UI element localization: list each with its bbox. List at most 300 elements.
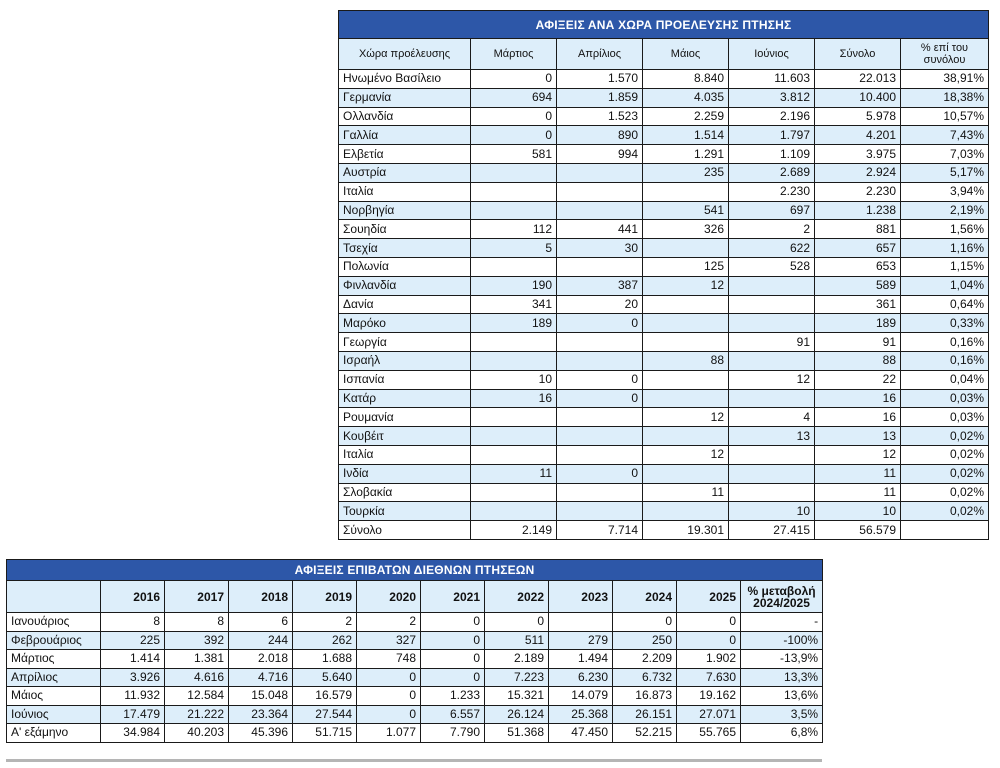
value-cell: 38,91% (901, 70, 989, 89)
value-cell: 225 (101, 631, 165, 650)
value-cell: 45.396 (229, 724, 293, 743)
value-cell: 0,64% (901, 295, 989, 314)
value-cell: 25.368 (549, 705, 613, 724)
value-cell (729, 464, 815, 483)
table2-row (7, 724, 823, 743)
table1-row (339, 314, 989, 333)
col-header-percent: % επί του συνόλου (901, 39, 989, 70)
value-cell: 3,5% (741, 705, 823, 724)
value-cell: 12 (643, 445, 729, 464)
country-name-cell: Κουβέιτ (339, 427, 471, 446)
table1-total-row (339, 521, 989, 540)
value-cell: 5 (471, 239, 557, 258)
value-cell: 0 (421, 613, 485, 632)
value-cell: 16 (471, 389, 557, 408)
total-value-cell: 27.415 (729, 521, 815, 540)
table2-row (7, 705, 823, 724)
value-cell (557, 333, 643, 352)
country-name-cell: Γαλλία (339, 126, 471, 145)
value-cell: 657 (815, 239, 901, 258)
value-cell: 15.048 (229, 687, 293, 706)
table2-row (7, 650, 823, 669)
value-cell (557, 163, 643, 182)
value-cell: 2.230 (815, 182, 901, 201)
value-cell: 250 (613, 631, 677, 650)
value-cell (557, 445, 643, 464)
international-passenger-arrivals-table (6, 559, 823, 743)
value-cell: 0 (557, 464, 643, 483)
country-name-cell: Σουηδία (339, 220, 471, 239)
country-name-cell: Ισραήλ (339, 351, 471, 370)
value-cell: 0,02% (901, 464, 989, 483)
value-cell: 0 (421, 668, 485, 687)
value-cell: 4 (729, 408, 815, 427)
value-cell: 47.450 (549, 724, 613, 743)
bottom-rule (6, 759, 822, 762)
value-cell (557, 201, 643, 220)
table2-row (7, 631, 823, 650)
value-cell (643, 464, 729, 483)
col-header-year: 2022 (485, 581, 549, 613)
value-cell: 1.291 (643, 145, 729, 164)
country-name-cell: Σλοβακία (339, 483, 471, 502)
value-cell: 1,16% (901, 239, 989, 258)
value-cell: 4.716 (229, 668, 293, 687)
value-cell (471, 201, 557, 220)
table1-row (339, 257, 989, 276)
value-cell (549, 613, 613, 632)
country-name-cell: Ινδία (339, 464, 471, 483)
value-cell (471, 445, 557, 464)
value-cell: 12 (729, 370, 815, 389)
table1-title: ΑΦΙΞΕΙΣ ΑΝΑ ΧΩΡΑ ΠΡΟΕΛΕΥΣΗΣ ΠΤΗΣΗΣ (339, 11, 989, 39)
value-cell (643, 239, 729, 258)
table1-row (339, 126, 989, 145)
value-cell: 327 (357, 631, 421, 650)
value-cell (729, 483, 815, 502)
value-cell: 589 (815, 276, 901, 295)
country-name-cell: Ολλανδία (339, 107, 471, 126)
value-cell (557, 427, 643, 446)
table1-row (339, 333, 989, 352)
table1-row (339, 483, 989, 502)
table1-row (339, 445, 989, 464)
value-cell: 11 (815, 464, 901, 483)
table1-row (339, 408, 989, 427)
value-cell (471, 182, 557, 201)
value-cell: 34.984 (101, 724, 165, 743)
col-header-change: % μεταβολή 2024/2025 (741, 581, 823, 613)
table2-row (7, 687, 823, 706)
value-cell: 88 (815, 351, 901, 370)
value-cell (557, 502, 643, 521)
country-name-cell: Ελβετία (339, 145, 471, 164)
value-cell: 51.715 (293, 724, 357, 743)
country-name-cell: Ρουμανία (339, 408, 471, 427)
value-cell: 528 (729, 257, 815, 276)
value-cell (729, 445, 815, 464)
value-cell: 0 (557, 314, 643, 333)
value-cell (471, 427, 557, 446)
value-cell: 112 (471, 220, 557, 239)
value-cell: 1.523 (557, 107, 643, 126)
value-cell: 88 (643, 351, 729, 370)
value-cell: 581 (471, 145, 557, 164)
table2-row (7, 668, 823, 687)
value-cell: 6.230 (549, 668, 613, 687)
value-cell: 11 (643, 483, 729, 502)
value-cell: 2 (729, 220, 815, 239)
value-cell (729, 314, 815, 333)
value-cell: 748 (357, 650, 421, 669)
arrivals-by-country-table (338, 10, 989, 540)
value-cell: 2.209 (613, 650, 677, 669)
value-cell: 0,16% (901, 333, 989, 352)
value-cell: 1.381 (165, 650, 229, 669)
country-name-cell: Αυστρία (339, 163, 471, 182)
value-cell (729, 351, 815, 370)
table1-row (339, 70, 989, 89)
value-cell (643, 427, 729, 446)
value-cell: 0 (557, 370, 643, 389)
value-cell: 20 (557, 295, 643, 314)
value-cell: 13 (729, 427, 815, 446)
value-cell: 2.259 (643, 107, 729, 126)
value-cell: 0 (421, 631, 485, 650)
value-cell: 279 (549, 631, 613, 650)
value-cell: 0 (471, 126, 557, 145)
value-cell (557, 182, 643, 201)
table1-row (339, 182, 989, 201)
value-cell: 441 (557, 220, 643, 239)
country-name-cell: Πολωνία (339, 257, 471, 276)
value-cell (643, 314, 729, 333)
table1-row (339, 220, 989, 239)
value-cell: 1.077 (357, 724, 421, 743)
table1-row (339, 145, 989, 164)
value-cell: - (741, 613, 823, 632)
country-name-cell: Ιταλία (339, 182, 471, 201)
value-cell: 1.238 (815, 201, 901, 220)
value-cell: 91 (815, 333, 901, 352)
value-cell: 21.222 (165, 705, 229, 724)
value-cell: 2.018 (229, 650, 293, 669)
col-header-month (7, 581, 101, 613)
value-cell (471, 163, 557, 182)
value-cell: 1.902 (677, 650, 741, 669)
value-cell: 622 (729, 239, 815, 258)
country-name-cell: Τουρκία (339, 502, 471, 521)
month-name-cell: Ιούνιος (7, 705, 101, 724)
value-cell: 2 (293, 613, 357, 632)
value-cell (729, 295, 815, 314)
value-cell: 12 (643, 408, 729, 427)
value-cell: 6,8% (741, 724, 823, 743)
value-cell: 244 (229, 631, 293, 650)
value-cell: 27.544 (293, 705, 357, 724)
value-cell: 11.932 (101, 687, 165, 706)
value-cell: 392 (165, 631, 229, 650)
value-cell: -100% (741, 631, 823, 650)
col-header-year: 2025 (677, 581, 741, 613)
value-cell: 4.201 (815, 126, 901, 145)
value-cell: 26.124 (485, 705, 549, 724)
value-cell: 326 (643, 220, 729, 239)
table2-title: ΑΦΙΞΕΙΣ ΕΠΙΒΑΤΩΝ ΔΙΕΘΝΩΝ ΠΤΗΣΕΩΝ (7, 560, 823, 581)
value-cell: 7,43% (901, 126, 989, 145)
value-cell: 10.400 (815, 88, 901, 107)
value-cell: 262 (293, 631, 357, 650)
value-cell (471, 351, 557, 370)
value-cell: 653 (815, 257, 901, 276)
value-cell: 23.364 (229, 705, 293, 724)
total-value-cell: 7.714 (557, 521, 643, 540)
value-cell: 125 (643, 257, 729, 276)
value-cell: 0,02% (901, 427, 989, 446)
value-cell: 3.926 (101, 668, 165, 687)
value-cell: 8.840 (643, 70, 729, 89)
value-cell: 10,57% (901, 107, 989, 126)
country-name-cell: Γερμανία (339, 88, 471, 107)
value-cell: 2.230 (729, 182, 815, 201)
value-cell: 0 (471, 107, 557, 126)
value-cell: 7.630 (677, 668, 741, 687)
month-name-cell: Α' εξάμηνο (7, 724, 101, 743)
value-cell: 1.233 (421, 687, 485, 706)
col-header-year: 2023 (549, 581, 613, 613)
value-cell (557, 351, 643, 370)
month-name-cell: Απρίλιος (7, 668, 101, 687)
value-cell: 361 (815, 295, 901, 314)
col-header-june: Ιούνιος (729, 39, 815, 70)
total-label-cell: Σύνολο (339, 521, 471, 540)
value-cell: 17.479 (101, 705, 165, 724)
value-cell: 0 (357, 705, 421, 724)
value-cell: 2.924 (815, 163, 901, 182)
table1-row (339, 201, 989, 220)
value-cell (471, 333, 557, 352)
value-cell: 994 (557, 145, 643, 164)
value-cell: 10 (815, 502, 901, 521)
total-value-cell (901, 521, 989, 540)
value-cell: 1.570 (557, 70, 643, 89)
month-name-cell: Μάιος (7, 687, 101, 706)
value-cell: 1.688 (293, 650, 357, 669)
table1-row (339, 107, 989, 126)
value-cell: 0,03% (901, 389, 989, 408)
value-cell: 1,04% (901, 276, 989, 295)
country-name-cell: Ιταλία (339, 445, 471, 464)
value-cell: 22 (815, 370, 901, 389)
value-cell: 0,02% (901, 502, 989, 521)
table1-row (339, 276, 989, 295)
col-header-may: Μάιος (643, 39, 729, 70)
value-cell: 14.079 (549, 687, 613, 706)
value-cell: 13,6% (741, 687, 823, 706)
value-cell (557, 257, 643, 276)
value-cell: 8 (101, 613, 165, 632)
col-header-year: 2018 (229, 581, 293, 613)
value-cell (643, 182, 729, 201)
col-header-year: 2016 (101, 581, 165, 613)
value-cell: 11 (815, 483, 901, 502)
value-cell: 91 (729, 333, 815, 352)
value-cell: 0 (677, 613, 741, 632)
value-cell: 15.321 (485, 687, 549, 706)
value-cell: 0 (471, 70, 557, 89)
country-name-cell: Τσεχία (339, 239, 471, 258)
value-cell: 27.071 (677, 705, 741, 724)
table1-row (339, 427, 989, 446)
value-cell: 10 (471, 370, 557, 389)
value-cell: 511 (485, 631, 549, 650)
value-cell: 0 (677, 631, 741, 650)
value-cell: 697 (729, 201, 815, 220)
value-cell: 1.109 (729, 145, 815, 164)
value-cell (471, 502, 557, 521)
col-header-march: Μάρτιος (471, 39, 557, 70)
value-cell: 694 (471, 88, 557, 107)
total-value-cell: 19.301 (643, 521, 729, 540)
value-cell (557, 408, 643, 427)
table1-row (339, 239, 989, 258)
value-cell: 541 (643, 201, 729, 220)
table1-row (339, 351, 989, 370)
value-cell: 7.790 (421, 724, 485, 743)
value-cell (643, 502, 729, 521)
value-cell: 12 (815, 445, 901, 464)
value-cell: 2.196 (729, 107, 815, 126)
value-cell: 12 (643, 276, 729, 295)
value-cell: 1.494 (549, 650, 613, 669)
value-cell: 18,38% (901, 88, 989, 107)
table1-row (339, 502, 989, 521)
value-cell: 13 (815, 427, 901, 446)
value-cell: 1.797 (729, 126, 815, 145)
country-name-cell: Μαρόκο (339, 314, 471, 333)
value-cell: 189 (471, 314, 557, 333)
value-cell: 0,04% (901, 370, 989, 389)
month-name-cell: Φεβρουάριος (7, 631, 101, 650)
value-cell (643, 370, 729, 389)
col-header-year: 2019 (293, 581, 357, 613)
value-cell: 1.414 (101, 650, 165, 669)
value-cell: 11 (471, 464, 557, 483)
value-cell: 10 (729, 502, 815, 521)
value-cell (471, 483, 557, 502)
table1-row (339, 464, 989, 483)
value-cell: 16.579 (293, 687, 357, 706)
country-name-cell: Κατάρ (339, 389, 471, 408)
value-cell: 0 (557, 389, 643, 408)
table1-row (339, 163, 989, 182)
country-name-cell: Νορβηγία (339, 201, 471, 220)
value-cell: 7.223 (485, 668, 549, 687)
value-cell: 11.603 (729, 70, 815, 89)
value-cell: 16 (815, 389, 901, 408)
value-cell: 0,03% (901, 408, 989, 427)
value-cell: 19.162 (677, 687, 741, 706)
value-cell: 16 (815, 408, 901, 427)
value-cell: 235 (643, 163, 729, 182)
col-header-april: Απρίλιος (557, 39, 643, 70)
col-header-year: 2024 (613, 581, 677, 613)
value-cell: 4.035 (643, 88, 729, 107)
country-name-cell: Γεωργία (339, 333, 471, 352)
value-cell: 6.732 (613, 668, 677, 687)
table2-row (7, 613, 823, 632)
value-cell: 51.368 (485, 724, 549, 743)
total-value-cell: 2.149 (471, 521, 557, 540)
country-name-cell: Φινλανδία (339, 276, 471, 295)
value-cell: 881 (815, 220, 901, 239)
value-cell: 3,94% (901, 182, 989, 201)
value-cell: 1,56% (901, 220, 989, 239)
value-cell: 387 (557, 276, 643, 295)
value-cell: 0 (421, 650, 485, 669)
value-cell: 5,17% (901, 163, 989, 182)
value-cell: 30 (557, 239, 643, 258)
value-cell: 3.812 (729, 88, 815, 107)
value-cell: 3.975 (815, 145, 901, 164)
value-cell (471, 257, 557, 276)
value-cell: 5.640 (293, 668, 357, 687)
value-cell: 6 (229, 613, 293, 632)
value-cell: 2.189 (485, 650, 549, 669)
value-cell: 2,19% (901, 201, 989, 220)
country-name-cell: Ηνωμένο Βασίλειο (339, 70, 471, 89)
value-cell (557, 483, 643, 502)
value-cell: 0 (613, 613, 677, 632)
value-cell: 6.557 (421, 705, 485, 724)
value-cell: 16.873 (613, 687, 677, 706)
value-cell: 4.616 (165, 668, 229, 687)
value-cell (729, 276, 815, 295)
value-cell (643, 295, 729, 314)
value-cell: 13,3% (741, 668, 823, 687)
value-cell: 12.584 (165, 687, 229, 706)
value-cell: 22.013 (815, 70, 901, 89)
value-cell: 1.859 (557, 88, 643, 107)
value-cell: 341 (471, 295, 557, 314)
value-cell: 0,02% (901, 483, 989, 502)
table1-row (339, 295, 989, 314)
value-cell: 1,15% (901, 257, 989, 276)
value-cell: 0 (357, 687, 421, 706)
col-header-year: 2020 (357, 581, 421, 613)
table1-row (339, 370, 989, 389)
value-cell: 55.765 (677, 724, 741, 743)
col-header-year: 2021 (421, 581, 485, 613)
value-cell: -13,9% (741, 650, 823, 669)
value-cell: 0,33% (901, 314, 989, 333)
value-cell: 26.151 (613, 705, 677, 724)
col-header-country: Χώρα προέλευσης (339, 39, 471, 70)
month-name-cell: Μάρτιος (7, 650, 101, 669)
table1-row (339, 88, 989, 107)
value-cell (643, 389, 729, 408)
value-cell (643, 333, 729, 352)
country-name-cell: Δανία (339, 295, 471, 314)
value-cell: 7,03% (901, 145, 989, 164)
value-cell: 8 (165, 613, 229, 632)
value-cell: 2.689 (729, 163, 815, 182)
total-value-cell: 56.579 (815, 521, 901, 540)
value-cell (471, 408, 557, 427)
value-cell: 1.514 (643, 126, 729, 145)
value-cell: 0,02% (901, 445, 989, 464)
value-cell: 5.978 (815, 107, 901, 126)
